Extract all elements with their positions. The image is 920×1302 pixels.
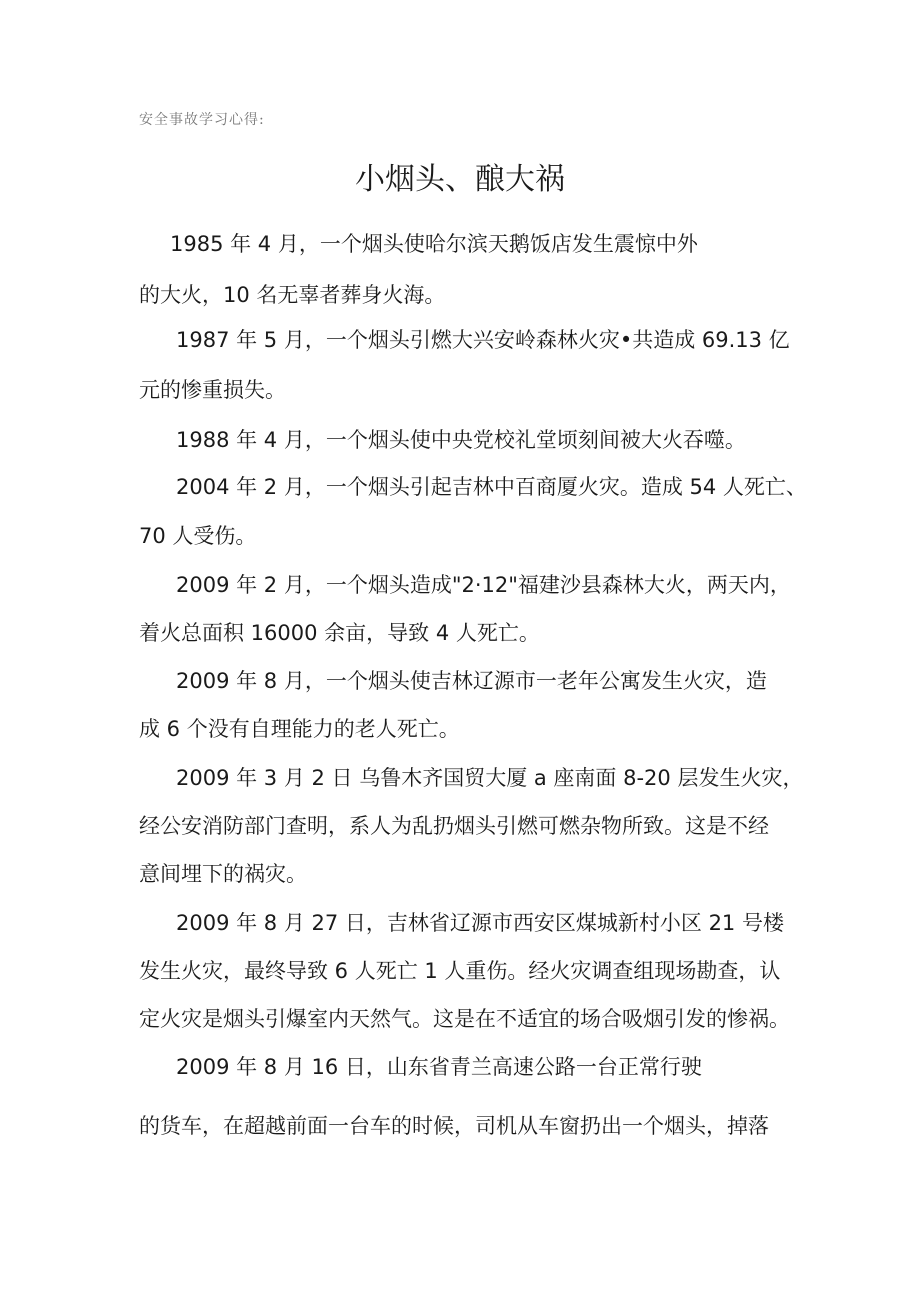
paragraph-line: 元的惨重损失。 (139, 378, 286, 402)
paragraph-line: 70 人受伤。 (139, 524, 257, 548)
paragraph-line: 1988 年 4 月，一个烟头使中央党校礼堂顷刻间被大火吞噬。 (176, 428, 746, 452)
paragraph-line: 定火灾是烟头引爆室内天然气。这是在不适宜的场合吸烟引发的惨祸。 (139, 1007, 790, 1031)
document-header: 安全事故学习心得: (139, 112, 265, 128)
paragraph-line: 2009 年 3 月 2 日 乌鲁木齐国贸大厦 a 座南面 8-20 层发生火灾， (176, 766, 804, 790)
paragraph-line: 成 6 个没有自理能力的老人死亡。 (139, 717, 460, 741)
paragraph-line: 的货车，在超越前面一台车的时候，司机从车窗扔出一个烟头，掉落 (139, 1114, 769, 1138)
paragraph-line: 经公安消防部门查明，系人为乱扔烟头引燃可燃杂物所致。这是不经 (139, 814, 769, 838)
paragraph-line: 2009 年 8 月，一个烟头使吉林辽源市一老年公寓发生火灾，造 (176, 669, 767, 693)
paragraph-line: 2009 年 8 月 27 日，吉林省辽源市西安区煤城新村小区 21 号楼 (176, 911, 784, 935)
paragraph-line: 意间埋下的祸灾。 (139, 862, 307, 886)
paragraph-line: 1985 年 4 月，一个烟头使哈尔滨天鹅饭店发生震惊中外 (170, 232, 698, 256)
document-title: 小烟头、酿大祸 (355, 162, 565, 197)
paragraph-line: 1987 年 5 月，一个烟头引燃大兴安岭森林火灾•共造成 69.13 亿 (176, 328, 790, 352)
paragraph-line: 2009 年 8 月 16 日，山东省青兰高速公路一台正常行驶 (176, 1055, 702, 1079)
paragraph-line: 着火总面积 16000 余亩，导致 4 人死亡。 (139, 621, 540, 645)
paragraph-line: 2009 年 2 月，一个烟头造成"2·12"福建沙县森林大火，两天内， (176, 573, 791, 597)
paragraph-line: 的大火，10 名无辜者葬身火海。 (139, 283, 446, 307)
paragraph-line: 发生火灾，最终导致 6 人死亡 1 人重伤。经火灾调查组现场勘查，认 (139, 959, 781, 983)
paragraph-line: 2004 年 2 月，一个烟头引起吉林中百商厦火灾。造成 54 人死亡、 (176, 475, 807, 499)
